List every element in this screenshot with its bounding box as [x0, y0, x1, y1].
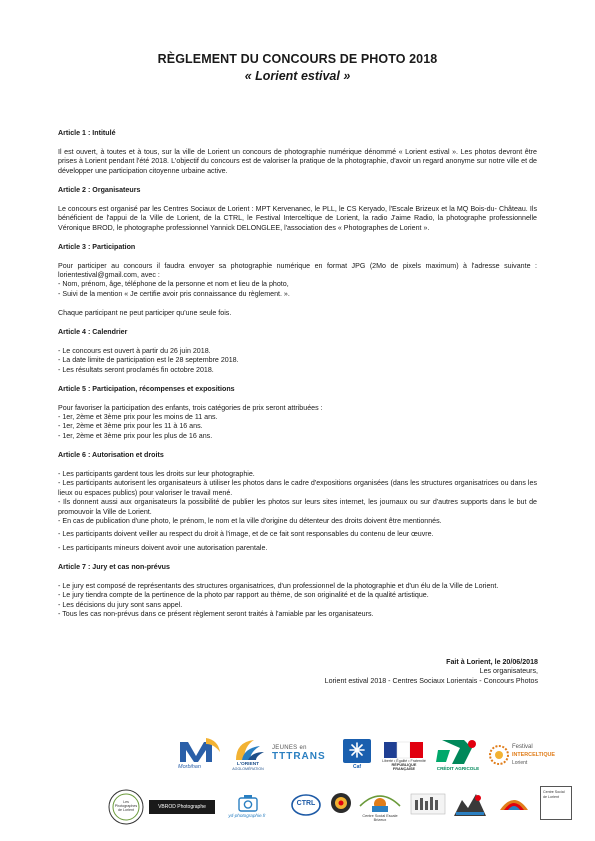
credit-agricole-text: CRÉDIT AGRICOLE [436, 766, 480, 771]
article-5-intro: Pour favoriser la participation des enfants, trois catégories de prix seront attribuées : [58, 403, 323, 412]
article-4-line: - La date limite de participation est le 28 septembre 2018. [58, 356, 239, 365]
escale-brizeux-text: Centre Social Escale Brizeux [362, 814, 398, 823]
article-3-intro: Pour participer au concours il faudra envoyer sa photographie numérique en format JPG (2Mo de pixels maximum) à l'adresse suivante : lorientestival@gmail.com, avec : [58, 261, 537, 280]
article-6-line: - Les participants mineurs doivent avoir une autorisation parentale. [58, 543, 268, 552]
republique-francaise-logo [380, 741, 428, 773]
ctrl-logo [291, 794, 321, 816]
festival-text-2: INTERCELTIQUE [512, 752, 556, 758]
vbrod-text: VBROD Photographe [158, 804, 206, 810]
article-2-heading: Article 2 : Organisateurs [58, 185, 141, 194]
escale-brizeux-logo [356, 788, 404, 824]
article-7-line: - Le jury tiendra compte de la pertinence de la photo par rapport au thème, de son originalité et de la qualité artistique. [58, 591, 429, 600]
structure-logo-3 [496, 790, 532, 822]
lorient-agglo-logo [230, 736, 266, 776]
article-6-line: - Ils donnent aussi aux organisateurs la possibilité de publier les photos sur leurs sites internet, les journaux ou sur d'autres supports dans le but de promouvoir la Ville de Lorient. [58, 498, 537, 516]
article-7-line: - Le jury est composé de représentants des structures organisatrices, d'un professionnel de la photographie et d'un élu de la Ville de Lorient. [58, 581, 499, 590]
structure-logo-1 [410, 792, 446, 816]
yd-text: yd-photographie.fr [228, 813, 266, 818]
article-3-heading: Article 3 : Participation [58, 242, 136, 251]
article-5-heading: Article 5 : Participation, récompenses et expositions [58, 384, 235, 393]
article-5-line: - 1er, 2ème et 3ème prix pour les plus de 16 ans. [58, 431, 213, 440]
article-5-line: - 1er, 2ème et 3ème prix pour les moins de 11 ans. [58, 413, 218, 422]
article-7-line: - Tous les cas non-prévus dans ce présent règlement seront traités à l'amiable par les organisateurs. [58, 609, 374, 618]
document-title: RÈGLEMENT DU CONCOURS DE PHOTO 2018 [157, 52, 438, 66]
article-2-text: Le concours est organisé par les Centres Sociaux de Lorient : MPT Kervenanec, le PLL, le CS Keryado, l'Escale Brizeux et la MQ Bois-du- Château. Ils bénéficient de l'appui de la Ville de Lorient, de la CTRL, le Festival Interceltique de Lorient, la radio J'aime Radio, la photographe professionnelle Véronique BROD, le photographe professionnel Yannick DELONGLEE, l'association des « Photographes de Lorient ». [58, 204, 537, 232]
article-7-heading: Article 7 : Jury et cas non-prévus [58, 562, 170, 571]
jeunes-en-ttrans-logo [272, 745, 336, 771]
caf-logo [342, 738, 372, 774]
article-6-line: - Les participants gardent tous les droits sur leur photographie. [58, 469, 255, 478]
photographes-text: Les Photographes de Lorient [114, 800, 138, 813]
morbihan-logo [176, 736, 222, 774]
structure-logo-2 [452, 790, 488, 818]
festival-interceltique-logo [488, 742, 556, 772]
article-6-line: - Les participants autorisent les organisateurs à utiliser les photos dans le cadre d'expositions organisées (dans les structures organisatrices ou dans les lieux ou espaces publics) pour valoriser le travail mené. [58, 479, 537, 497]
credit-agricole-logo [434, 736, 482, 776]
signature-block [325, 658, 538, 686]
article-3-note: Chaque participant ne peut participer qu'une seule fois. [58, 308, 232, 317]
photographes-de-lorient-logo [107, 788, 145, 826]
signature-footer: Lorient estival 2018 - Centres Sociaux Lorientais - Concours Photos [324, 676, 538, 685]
document-body [58, 129, 537, 619]
article-4-line: - Le concours est ouvert à partir du 26 juin 2018. [58, 346, 211, 355]
article-7-line: - Les décisions du jury sont sans appel. [58, 600, 183, 609]
title-block [0, 52, 595, 83]
centre-social-logo [540, 786, 572, 820]
yd-photographie-logo [222, 794, 270, 822]
republique-text-2: RÉPUBLIQUE FRANÇAISE [391, 763, 417, 771]
vbrod-logo [149, 800, 215, 814]
article-3-line: - Nom, prénom, âge, téléphone de la personne et nom et lieu de la photo, [58, 280, 289, 289]
article-6-heading: Article 6 : Autorisation et droits [58, 450, 164, 459]
morbihan-text: Morbihan [178, 764, 201, 770]
article-4-line: - Les résultats seront proclamés fin octobre 2018. [58, 365, 214, 374]
caf-text: Caf [352, 764, 362, 770]
jeunes-text-1: JEUNES en [272, 745, 307, 751]
document-subtitle: « Lorient estival » [244, 69, 351, 83]
signature-organizers: Les organisateurs, [479, 667, 538, 676]
article-6-line: - Les participants doivent veiller au respect du droit à l'image, et de ce fait sont responsables du contenu de leur œuvre. [58, 530, 434, 539]
article-4-heading: Article 4 : Calendrier [58, 327, 128, 336]
festival-text-1: Festival [512, 744, 533, 750]
article-3-line: - Suivi de la mention « Je certifie avoir pris connaissance du règlement. ». [58, 289, 290, 298]
lorient-text-1: L'ORIENT [236, 762, 260, 767]
republique-text-1: Liberté • Égalité • Fraternité [382, 759, 426, 763]
lorient-text-2: AGGLOMÉRATION [232, 767, 264, 771]
article-1-heading: Article 1 : Intitulé [58, 129, 116, 137]
jaime-radio-logo [330, 792, 352, 814]
article-6-line: - En cas de publication d'une photo, le prénom, le nom et la ville d'origine du détenteur des droits doivent être mentionnés. [58, 516, 442, 525]
festival-text-3: Lorient [512, 760, 528, 766]
jeunes-text-2: TTTRANS [272, 751, 326, 762]
article-5-line: - 1er, 2ème et 3ème prix pour les 11 à 16 ans. [58, 422, 203, 431]
ctrl-text: CTRL [296, 800, 316, 807]
article-1-text: Il est ouvert, à toutes et à tous, sur la ville de Lorient un concours de photographie numérique dénommé « Lorient estival ». Les photos devront être prises à Lorient pendant l'été 2018. L'objectif du concours est de valoriser la pratique de la photographie, d'avoir un regard anonyme sur notre ville et de développer une participation citoyenne urbaine active. [58, 148, 537, 175]
signature-date: Fait à Lorient, le 20/06/2018 [446, 658, 538, 666]
centre-social-text: Centre Social de Lorient [543, 790, 565, 799]
